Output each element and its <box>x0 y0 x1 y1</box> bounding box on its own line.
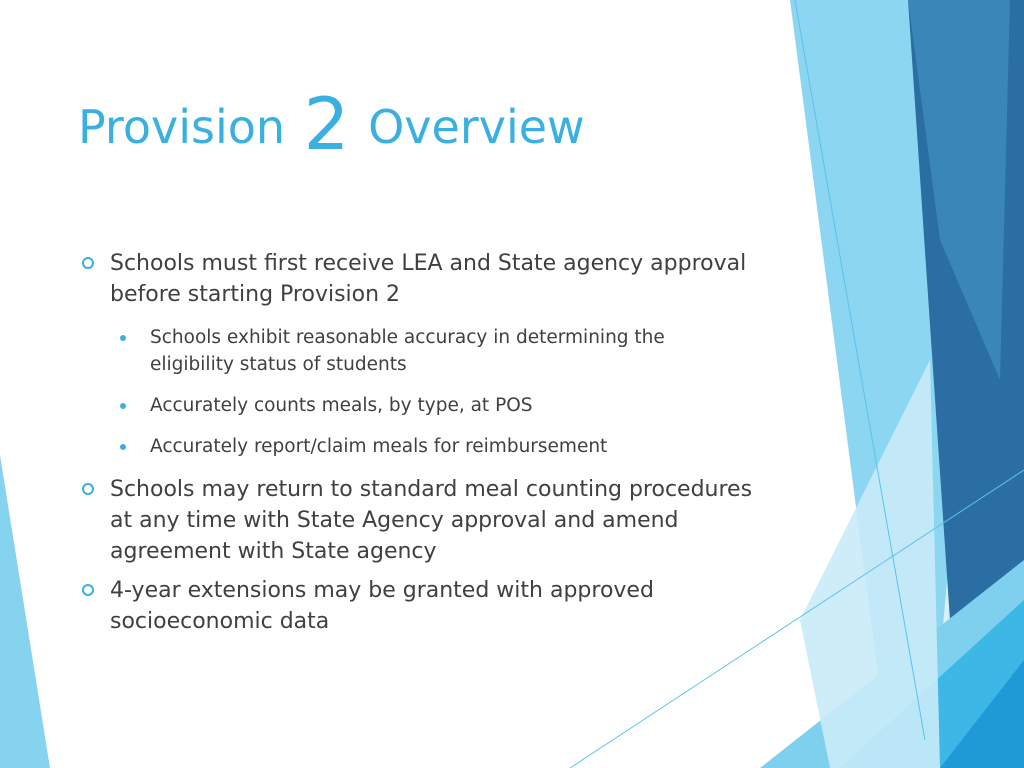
circle-bullet-icon <box>82 584 94 596</box>
circle-bullet-icon <box>82 257 94 269</box>
sub-bullet-text: Schools exhibit reasonable accuracy in determining the eligibility status of students <box>150 327 665 375</box>
title-number: 2 <box>303 82 350 166</box>
sub-bullet-text: Accurately report/claim meals for reimbursement <box>150 436 608 457</box>
sub-bullet-item <box>150 324 750 378</box>
sub-bullet-item <box>150 392 750 419</box>
dot-bullet-icon <box>120 444 126 450</box>
bullet-text: Schools may return to standard meal counting procedures at any time with State Agency approval and amend agreement with State agency <box>110 477 753 564</box>
page-title <box>78 82 585 166</box>
title-part-2: Overview <box>368 100 585 154</box>
bullet-item <box>80 248 780 310</box>
circle-bullet-icon <box>82 483 94 495</box>
sub-bullet-item <box>150 433 750 460</box>
bullet-text: 4-year extensions may be granted with approved socioeconomic data <box>110 578 654 634</box>
dot-bullet-icon <box>120 403 126 409</box>
bullet-text: Schools must first receive LEA and State agency approval before starting Provision 2 <box>110 251 747 307</box>
dot-bullet-icon <box>120 335 126 341</box>
left-accent-sliver <box>0 455 50 768</box>
bullet-item <box>80 474 780 567</box>
bullet-list <box>80 248 780 645</box>
sub-bullet-list <box>80 324 780 460</box>
title-part-1: Provision <box>78 100 286 154</box>
bullet-item <box>80 575 780 637</box>
sub-bullet-text: Accurately counts meals, by type, at POS <box>150 395 533 416</box>
